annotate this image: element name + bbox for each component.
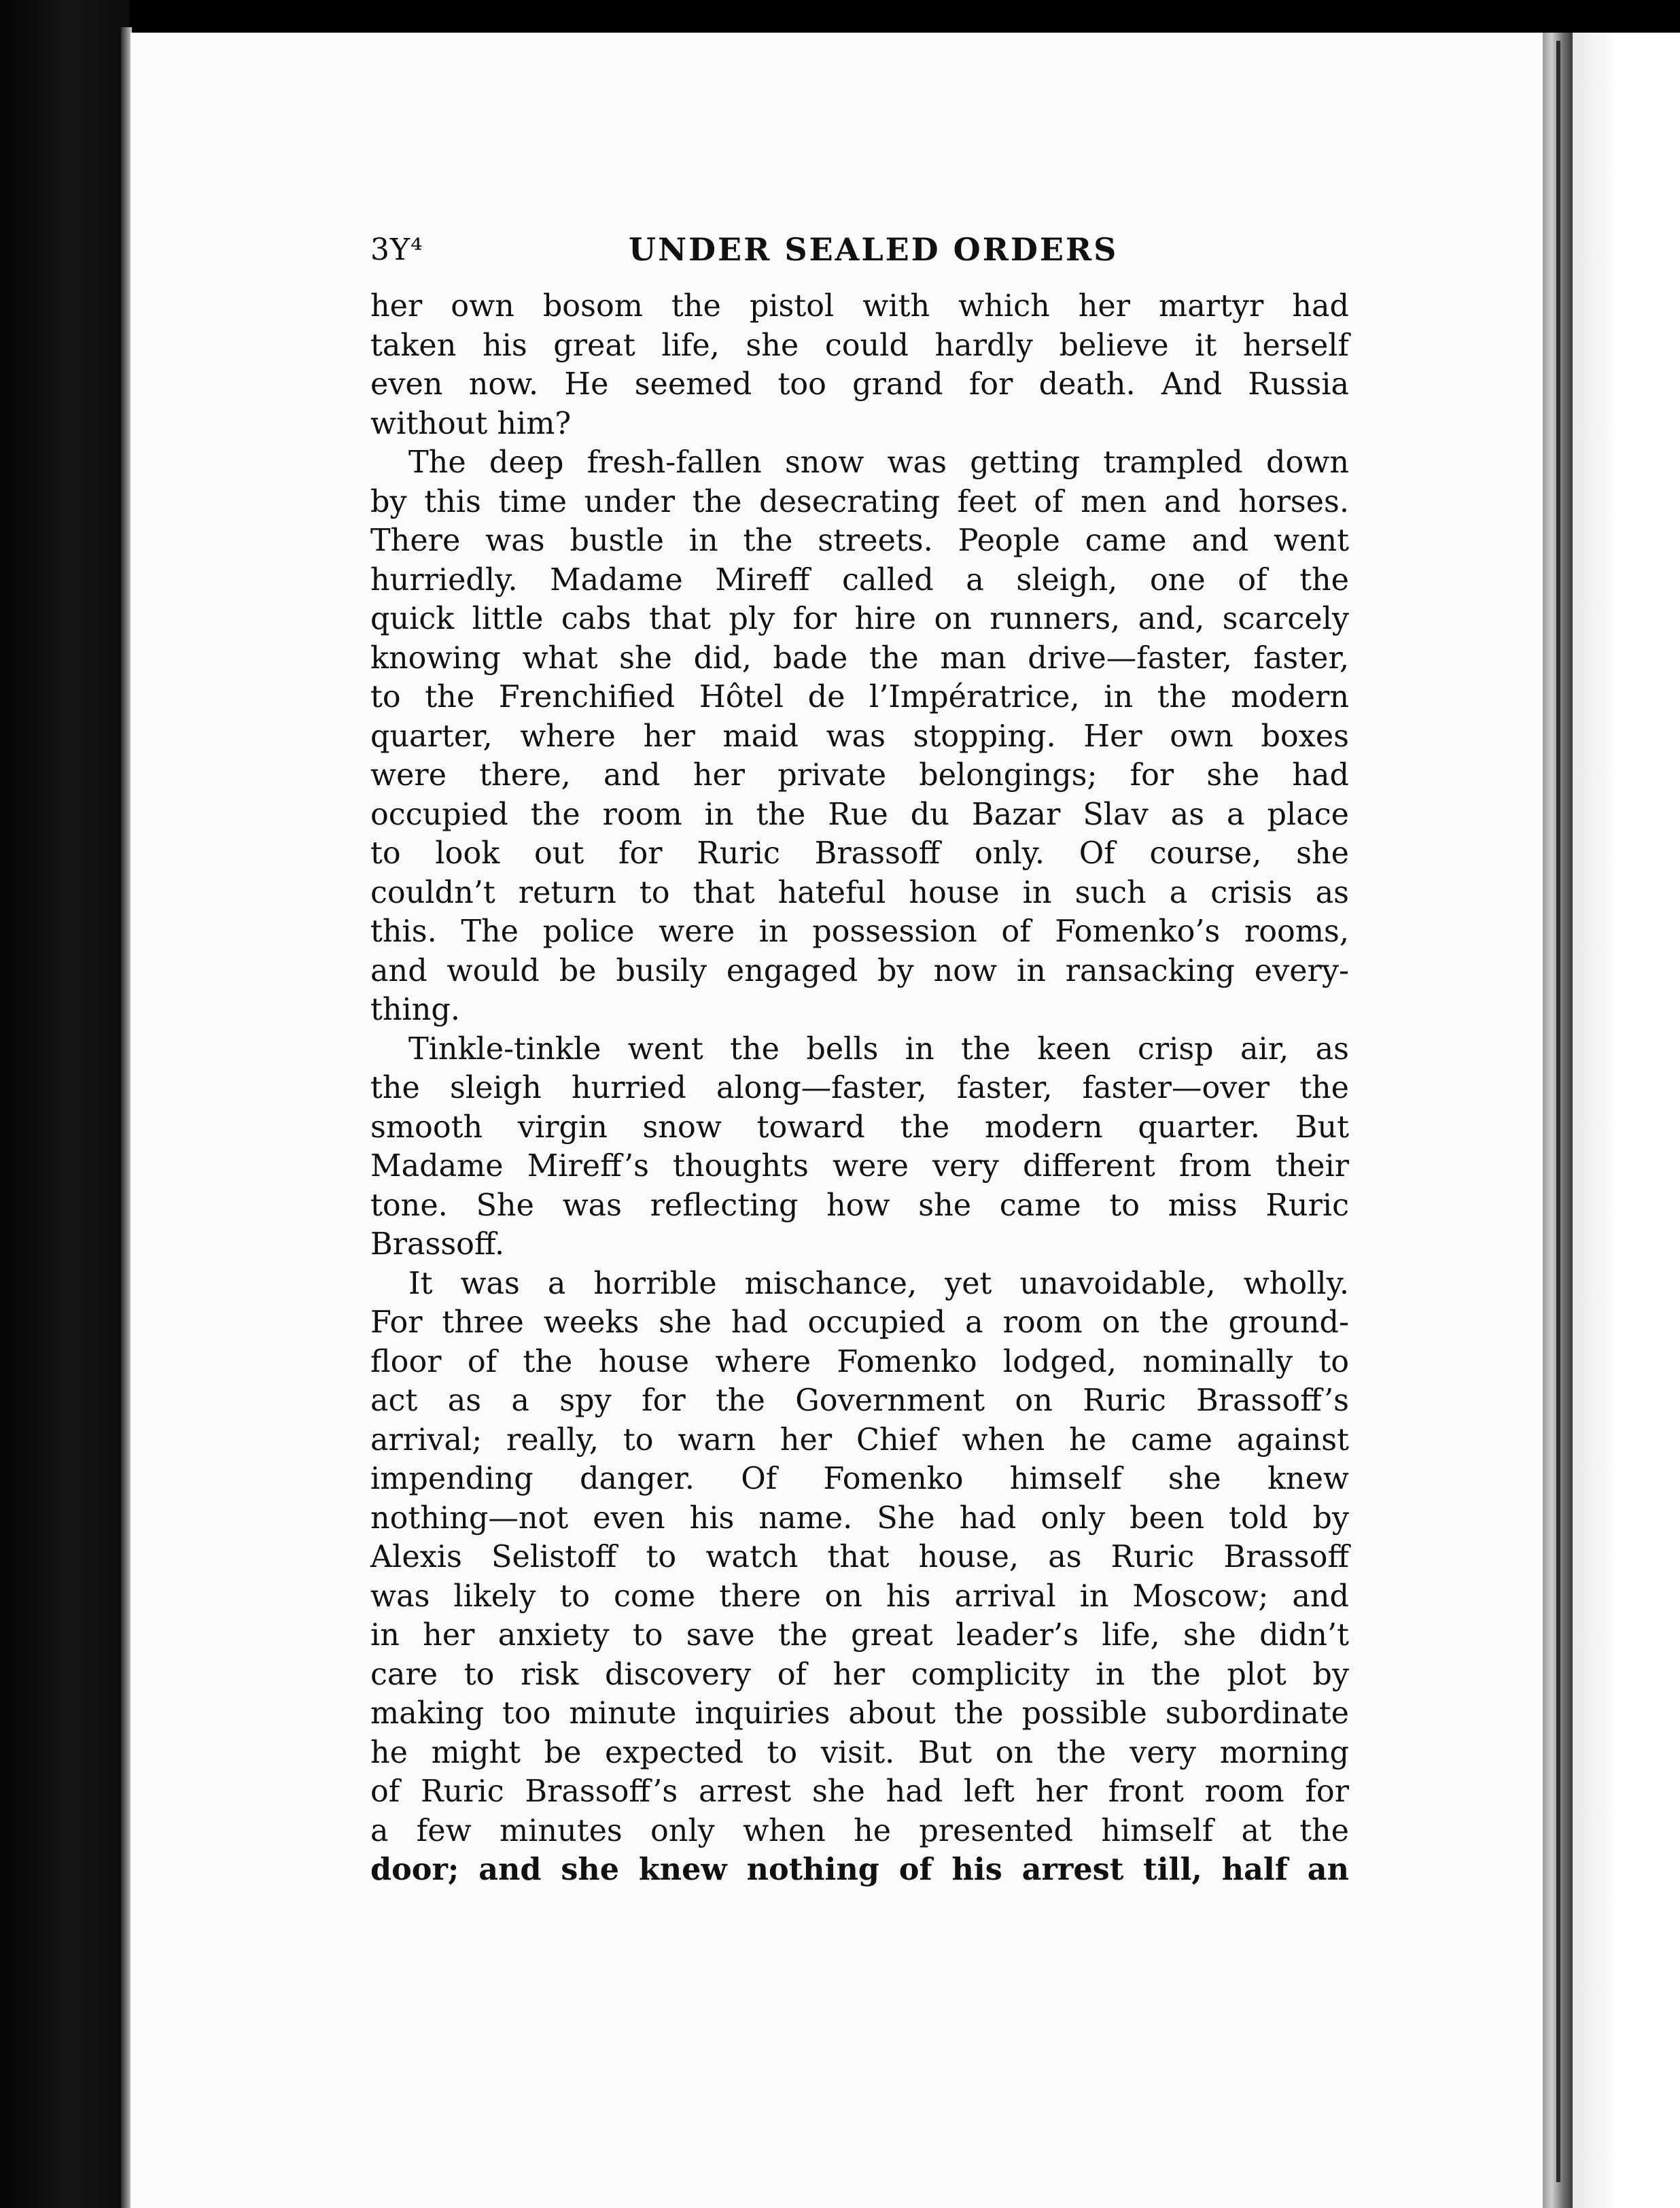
text-line: arrival; really, to warn her Chief when he came against: [370, 1422, 1349, 1457]
text-line: making too minute inquiries about the possible subordinate: [370, 1696, 1349, 1731]
page-number: 3Υ⁴: [370, 232, 423, 267]
text-line: even now. He seemed too grand for death. And Russia: [370, 367, 1349, 402]
paragraph-1: [370, 287, 1349, 443]
text-line: taken his great life, she could hardly believe it herself: [370, 328, 1349, 363]
text-line: this. The police were in possession of Fomenko’s rooms,: [370, 914, 1349, 949]
gutter-shadow-line: [1556, 41, 1560, 2182]
text-line: hurriedly. Madame Mireff called a sleigh, one of the: [370, 562, 1349, 598]
text-line: and would be busily engaged by now in ransacking every-: [370, 953, 1349, 988]
text-line: couldn’t return to that hateful house in such a crisis as: [370, 875, 1349, 910]
text-line: occupied the room in the Rue du Bazar Slav as a place: [370, 797, 1349, 832]
text-line: The deep fresh-fallen snow was getting trampled down: [408, 445, 1349, 480]
text-line: smooth virgin snow toward the modern quarter. But: [370, 1109, 1349, 1145]
text-line: he might be expected to visit. But on the very morning: [370, 1735, 1349, 1770]
text-line: her own bosom the pistol with which her martyr had: [370, 289, 1349, 324]
text-line: For three weeks she had occupied a room on the ground-: [370, 1305, 1349, 1340]
text-line: was likely to come there on his arrival in Moscow; and: [370, 1579, 1349, 1614]
facing-page-edge: [1573, 33, 1680, 2208]
text-line: to the Frenchified Hôtel de l’Impératrice, in the modern: [370, 680, 1349, 714]
text-line: of Ruric Brassoff’s arrest she had left her front room for: [370, 1774, 1349, 1809]
text-line: nothing—not even his name. She had only been told by: [370, 1500, 1349, 1536]
text-line: thing.: [370, 993, 461, 1027]
text-line: floor of the house where Fomenko lodged, nominally to: [370, 1344, 1349, 1379]
text-line: to look out for Ruric Brassoff only. Of course, she: [370, 836, 1349, 871]
paragraph-2: [370, 443, 1349, 1030]
text-line: tone. She was reflecting how she came to miss Ruric: [370, 1188, 1349, 1223]
text-line: Madame Mireff’s thoughts were very different from their: [370, 1149, 1349, 1184]
text-line: Brassoff.: [370, 1227, 505, 1262]
text-line: impending danger. Of Fomenko himself she knew: [370, 1462, 1349, 1496]
text-line: Alexis Selistoff to watch that house, as Ruric Brassoff: [370, 1540, 1349, 1574]
paragraph-3: [370, 1030, 1349, 1264]
text-line: without him?: [370, 406, 572, 441]
text-line: door; and she knew nothing of his arrest till, half an: [370, 1852, 1349, 1887]
scan-top-border: [0, 0, 1680, 33]
text-line: the sleigh hurried along—faster, faster, faster—over the: [370, 1071, 1349, 1105]
running-head: UNDER SEALED ORDERS: [629, 231, 1119, 268]
book-binding-edge: [0, 0, 129, 2208]
text-line: were there, and her private belongings; for she had: [370, 758, 1349, 793]
text-line: There was bustle in the streets. People came and went: [370, 523, 1349, 558]
paragraph-4: [370, 1264, 1349, 1890]
text-line: quick little cabs that ply for hire on runners, and, scarcely: [370, 602, 1349, 636]
text-line: Tinkle-tinkle went the bells in the keen crisp air, as: [408, 1031, 1349, 1067]
text-line: knowing what she did, bade the man drive—faster, faster,: [370, 640, 1349, 676]
text-line: by this time under the desecrating feet of men and horses.: [370, 484, 1349, 519]
text-line: in her anxiety to save the great leader’s life, she didn’t: [370, 1618, 1349, 1653]
text-line: quarter, where her maid was stopping. Her own boxes: [370, 719, 1349, 754]
text-line: care to risk discovery of her complicity in the plot by: [370, 1657, 1349, 1692]
page-text-block: [370, 224, 1349, 1890]
page-header: [370, 224, 1349, 287]
text-line: act as a spy for the Government on Ruric Brassoff’s: [370, 1383, 1349, 1418]
text-line: It was a horrible mischance, yet unavoidable, wholly.: [408, 1266, 1349, 1301]
text-line: a few minutes only when he presented himself at the: [370, 1813, 1349, 1848]
